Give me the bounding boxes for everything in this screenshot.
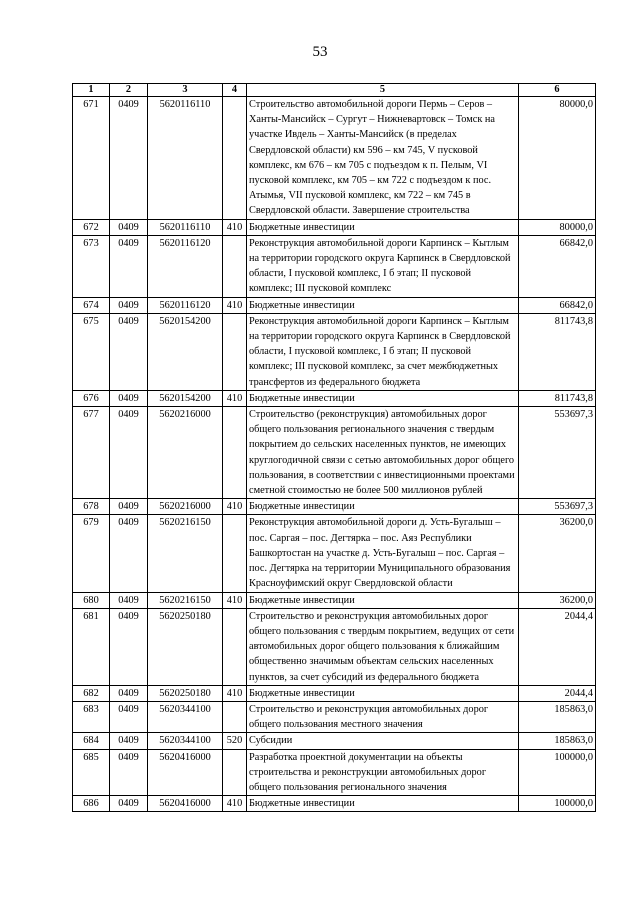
expense-type-cell <box>223 608 247 685</box>
section-code-cell: 0409 <box>110 407 148 499</box>
expense-type-cell <box>223 313 247 390</box>
header-cell: 1 <box>73 84 110 97</box>
expense-type-cell: 410 <box>223 390 247 406</box>
section-code-cell: 0409 <box>110 608 148 685</box>
amount-cell: 2044,4 <box>519 608 596 685</box>
section-code-cell: 0409 <box>110 235 148 297</box>
table-row <box>73 592 596 608</box>
table-row <box>73 608 596 685</box>
row-number-cell: 674 <box>73 297 110 313</box>
item-name-cell: Бюджетные инвестиции <box>247 796 519 812</box>
target-article-cell: 5620216000 <box>148 407 223 499</box>
row-number-cell: 684 <box>73 733 110 749</box>
section-code-cell: 0409 <box>110 97 148 220</box>
target-article-cell: 5620216150 <box>148 592 223 608</box>
target-article-cell: 5620416000 <box>148 796 223 812</box>
amount-cell: 811743,8 <box>519 390 596 406</box>
item-name-cell: Бюджетные инвестиции <box>247 297 519 313</box>
amount-cell: 185863,0 <box>519 701 596 732</box>
item-name-cell: Субсидии <box>247 733 519 749</box>
budget-table <box>72 83 596 812</box>
row-number-cell: 676 <box>73 390 110 406</box>
row-number-cell: 682 <box>73 685 110 701</box>
row-number-cell: 673 <box>73 235 110 297</box>
row-number-cell: 681 <box>73 608 110 685</box>
section-code-cell: 0409 <box>110 313 148 390</box>
item-name-cell: Реконструкция автомобильной дороги Карпинск – Кытлым на территории городского округа Карпинск в Свердловской области, I пусковой комплекс, I б этап; II пусковой комплекс; III пусковой комплекс, за счет межбюджетных трансфертов из федерального бюджета <box>247 313 519 390</box>
item-name-cell: Реконструкция автомобильной дороги д. Усть-Бугалыш – пос. Саргая – пос. Дегтярка – пос. Аяз Республики Башкортостан на участке д. Усть-Бугалыш – пос. Саргая – пос. Дегтярка на территории Муниципального образования Красноуфимский округ Свердловской области <box>247 515 519 592</box>
section-code-cell: 0409 <box>110 499 148 515</box>
expense-type-cell <box>223 407 247 499</box>
section-code-cell: 0409 <box>110 297 148 313</box>
row-number-cell: 678 <box>73 499 110 515</box>
table-row <box>73 515 596 592</box>
expense-type-cell <box>223 749 247 796</box>
header-cell: 2 <box>110 84 148 97</box>
header-cell: 5 <box>247 84 519 97</box>
section-code-cell: 0409 <box>110 219 148 235</box>
table-row <box>73 297 596 313</box>
section-code-cell: 0409 <box>110 390 148 406</box>
table-row <box>73 313 596 390</box>
amount-cell: 811743,8 <box>519 313 596 390</box>
row-number-cell: 675 <box>73 313 110 390</box>
item-name-cell: Строительство (реконструкция) автомобильных дорог общего пользования регионального значения с твердым покрытием до сельских населенных пунктов, не имеющих круглогодичной связи с сетью автомобильных дорог общего пользования, в соответствии с инвестиционными проектами сметной стоимостью не более 500 миллионов рублей <box>247 407 519 499</box>
expense-type-cell: 520 <box>223 733 247 749</box>
expense-type-cell: 410 <box>223 592 247 608</box>
item-name-cell: Бюджетные инвестиции <box>247 219 519 235</box>
target-article-cell: 5620154200 <box>148 313 223 390</box>
target-article-cell: 5620116110 <box>148 97 223 220</box>
target-article-cell: 5620154200 <box>148 390 223 406</box>
item-name-cell: Строительство автомобильной дороги Пермь – Серов – Ханты-Мансийск – Сургут – Нижневартовск – Томск на участке Ивдель – Ханты-Мансийск (в пределах Свердловской области) км 596 – км 745, V пусковой комплекс, км 676 – км 705 с подъездом к п. Пелым, VI пусковой комплекс, км 705 – км 722 с подъездом к пос. Атымья, VII пусковой комплекс, км 722 – км 745 в Свердловской области. Завершение строительства <box>247 97 519 220</box>
target-article-cell: 5620416000 <box>148 749 223 796</box>
expense-type-cell: 410 <box>223 499 247 515</box>
expense-type-cell: 410 <box>223 685 247 701</box>
row-number-cell: 685 <box>73 749 110 796</box>
table-row <box>73 685 596 701</box>
section-code-cell: 0409 <box>110 796 148 812</box>
page-number: 53 <box>312 44 328 60</box>
header-cell: 3 <box>148 84 223 97</box>
item-name-cell: Разработка проектной документации на объекты строительства и реконструкции автомобильных дорог общего пользования регионального значения <box>247 749 519 796</box>
section-code-cell: 0409 <box>110 701 148 732</box>
section-code-cell: 0409 <box>110 515 148 592</box>
header-cell: 4 <box>223 84 247 97</box>
amount-cell: 100000,0 <box>519 796 596 812</box>
target-article-cell: 5620116110 <box>148 219 223 235</box>
section-code-cell: 0409 <box>110 685 148 701</box>
table-row <box>73 733 596 749</box>
table-row <box>73 749 596 796</box>
target-article-cell: 5620344100 <box>148 701 223 732</box>
expense-type-cell: 410 <box>223 297 247 313</box>
amount-cell: 36200,0 <box>519 515 596 592</box>
item-name-cell: Бюджетные инвестиции <box>247 592 519 608</box>
table-row <box>73 499 596 515</box>
row-number-cell: 671 <box>73 97 110 220</box>
amount-cell: 80000,0 <box>519 219 596 235</box>
section-code-cell: 0409 <box>110 592 148 608</box>
target-article-cell: 5620250180 <box>148 685 223 701</box>
amount-cell: 80000,0 <box>519 97 596 220</box>
target-article-cell: 5620250180 <box>148 608 223 685</box>
section-code-cell: 0409 <box>110 733 148 749</box>
header-cell: 6 <box>519 84 596 97</box>
table-row <box>73 390 596 406</box>
table-row <box>73 235 596 297</box>
row-number-cell: 677 <box>73 407 110 499</box>
item-name-cell: Бюджетные инвестиции <box>247 499 519 515</box>
amount-cell: 100000,0 <box>519 749 596 796</box>
item-name-cell: Реконструкция автомобильной дороги Карпинск – Кытлым на территории городского округа Карпинск в Свердловской области, I пусковой комплекс, I б этап; II пусковой комплекс; III пусковой комплекс <box>247 235 519 297</box>
target-article-cell: 5620344100 <box>148 733 223 749</box>
expense-type-cell <box>223 235 247 297</box>
amount-cell: 66842,0 <box>519 235 596 297</box>
table-row <box>73 219 596 235</box>
amount-cell: 553697,3 <box>519 407 596 499</box>
header-row <box>73 84 596 97</box>
table-row <box>73 701 596 732</box>
amount-cell: 553697,3 <box>519 499 596 515</box>
expense-type-cell: 410 <box>223 796 247 812</box>
item-name-cell: Строительство и реконструкция автомобильных дорог общего пользования местного значения <box>247 701 519 732</box>
row-number-cell: 683 <box>73 701 110 732</box>
amount-cell: 36200,0 <box>519 592 596 608</box>
expense-type-cell <box>223 97 247 220</box>
target-article-cell: 5620116120 <box>148 235 223 297</box>
expense-type-cell <box>223 701 247 732</box>
section-code-cell: 0409 <box>110 749 148 796</box>
amount-cell: 66842,0 <box>519 297 596 313</box>
row-number-cell: 680 <box>73 592 110 608</box>
item-name-cell: Строительство и реконструкция автомобильных дорог общего пользования с твердым покрытием, ведущих от сети автомобильных дорог общего пользования к ближайшим общественно значимым объектам сельских населенных пунктов, за счет субсидий из федерального бюджета <box>247 608 519 685</box>
amount-cell: 185863,0 <box>519 733 596 749</box>
row-number-cell: 686 <box>73 796 110 812</box>
target-article-cell: 5620216000 <box>148 499 223 515</box>
table-row <box>73 796 596 812</box>
row-number-cell: 679 <box>73 515 110 592</box>
row-number-cell: 672 <box>73 219 110 235</box>
target-article-cell: 5620216150 <box>148 515 223 592</box>
table-row <box>73 97 596 220</box>
expense-type-cell: 410 <box>223 219 247 235</box>
item-name-cell: Бюджетные инвестиции <box>247 685 519 701</box>
target-article-cell: 5620116120 <box>148 297 223 313</box>
amount-cell: 2044,4 <box>519 685 596 701</box>
expense-type-cell <box>223 515 247 592</box>
item-name-cell: Бюджетные инвестиции <box>247 390 519 406</box>
table-row <box>73 407 596 499</box>
